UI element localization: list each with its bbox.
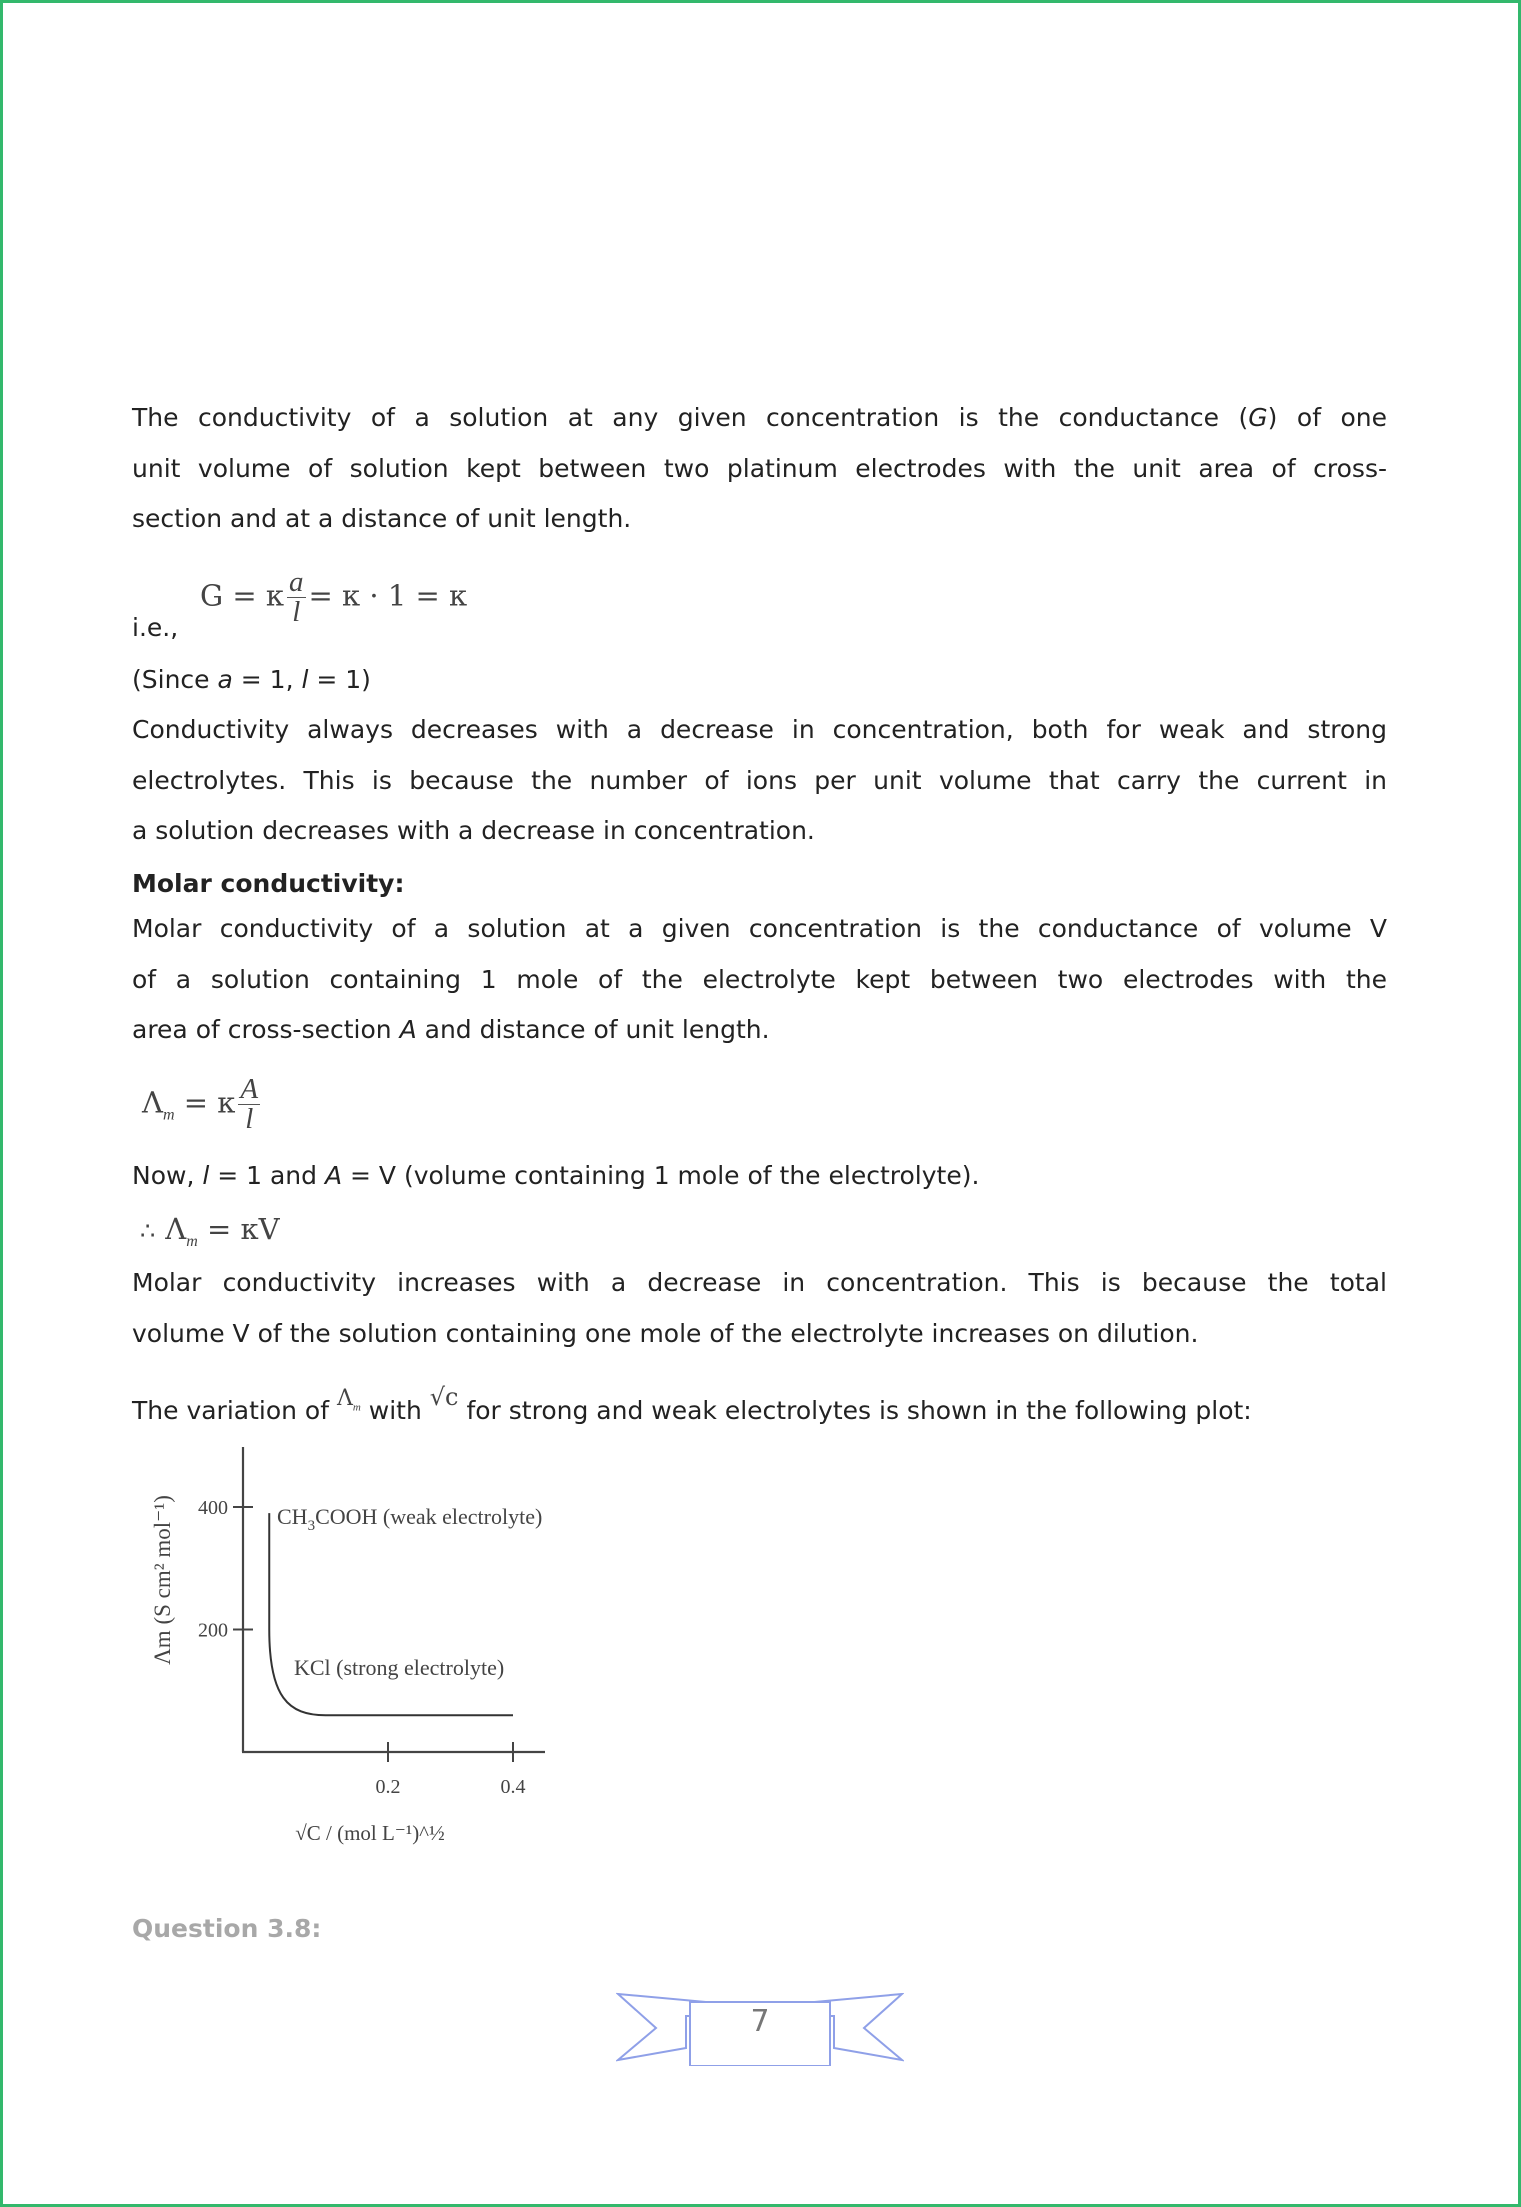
formula-molar: $\Lambda_m = \kappa$ $\frac{A}{l}$	[142, 1073, 259, 1135]
paragraph-molar	[132, 904, 1387, 1056]
paragraph-increase	[132, 1258, 1387, 1359]
text-line: of a solution containing 1 mole of the electrolyte kept between two electrodes with the	[132, 964, 1387, 994]
text-line: Molar conductivity increases with a decrease in concentration. This is because the total	[132, 1268, 1387, 1297]
annotation-strong: KCl (strong electrolyte)	[294, 1655, 505, 1680]
series-line	[269, 1513, 513, 1715]
y-tick-label: 200	[198, 1619, 228, 1642]
text-line: a solution decreases with a decrease in concentration.	[132, 816, 815, 846]
formula-conductance: G = κ $\frac{a}{l}$ = κ · 1 = κ	[200, 566, 468, 628]
text-line: area of cross-section A and distance of unit length.	[132, 1015, 770, 1045]
conductivity-chart	[120, 1440, 620, 1870]
now-line: Now, l = 1 and A = V (volume containing 1 mole of the electrolyte).	[132, 1161, 980, 1190]
page-number: 7	[750, 2004, 770, 2039]
text-line: unit volume of solution kept between two platinum electrodes with the unit area of cross-	[132, 453, 1387, 483]
question-label: Question 3.8:	[132, 1914, 322, 1943]
annotation-weak: $CH_3COOH$ (weak electrolyte)	[277, 1504, 543, 1534]
x-axis-label: √C / (mol L⁻¹)^½	[295, 1821, 445, 1845]
since-note: (Since a = 1, l = 1)	[132, 665, 371, 694]
text-line: The conductivity of a solution at any given concentration is the conductance (G) of one	[132, 403, 1387, 432]
text-line: section and at a distance of unit length.	[132, 504, 632, 534]
text-line: Molar conductivity of a solution at a given concentration is the conductance of volume V	[132, 914, 1387, 943]
page-number-banner	[616, 1986, 904, 2066]
text-line: volume V of the solution containing one mole of the electrolyte increases on dilution.	[132, 1318, 1199, 1348]
x-tick-label: 0.4	[500, 1776, 526, 1798]
ie-label: i.e.,	[132, 613, 179, 642]
formula-kappa-v: ∴ $\Lambda_m = \kappa V$	[140, 1212, 280, 1250]
paragraph-decrease	[132, 705, 1387, 857]
y-axis-label: Λm (S cm² mol⁻¹)	[150, 1495, 175, 1665]
text-line: Conductivity always decreases with a decrease in concentration, both for weak and strong	[132, 715, 1387, 744]
text-line: electrolytes. This is because the number of ions per unit volume that carry the current in	[132, 765, 1387, 795]
y-tick-label: 400	[198, 1497, 228, 1519]
heading-molar-conductivity: Molar conductivity:	[132, 869, 405, 898]
x-tick-label: 0.2	[375, 1776, 401, 1798]
variation-line: The variation of $\Lambda_m$ with √c for strong and weak electrolytes is shown in the following plot:	[132, 1383, 1252, 1425]
paragraph-conductivity	[132, 393, 1387, 545]
